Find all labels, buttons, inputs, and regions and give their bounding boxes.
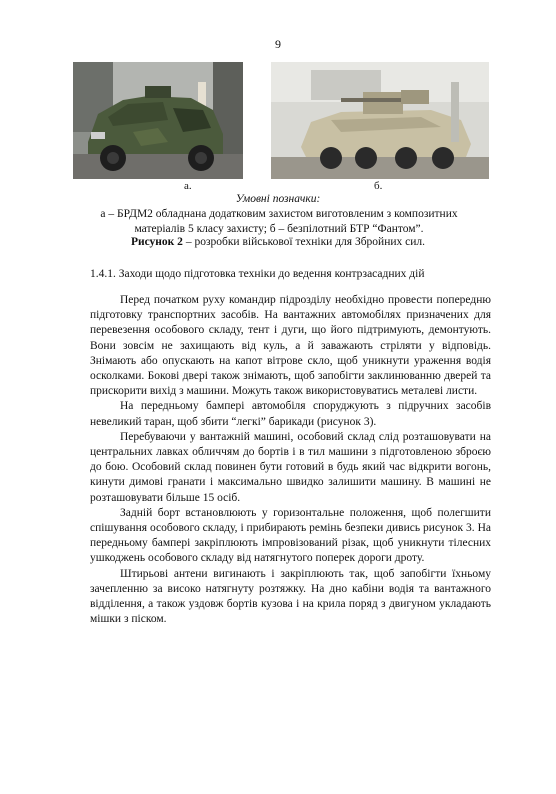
paragraph: На передньому бампері автомобіля споруджують з підручних засобів невеликий таран, щоб збити “легкі” барикади (рисунок 3).	[90, 400, 491, 428]
figure-label-a: а.	[184, 180, 192, 192]
figure-caption-number: Рисунок 2	[130, 236, 183, 248]
section-heading: 1.4.1. Заходи щодо підготовка техніки до ведення контрзасадних дій	[90, 268, 425, 280]
body-text	[90, 293, 491, 627]
figure-caption-text: – розробки військової техніки для Збройних сил.	[182, 236, 426, 248]
legend-text: а – БРДМ2 обладнана додатковим захистом виготовленим з композитних матеріалів 5 класу захисту; б – безпілотний БТР “Фантом”.	[100, 208, 458, 235]
legend-title: Умовні позначки:	[235, 193, 321, 205]
paragraph: Задній борт встановлюють у горизонтальне положення, щоб полегшити спішування особового складу, і прибирають ремінь безпеки дивись рисунок 3. На передньому бампері закріплюють імпровізований різак, щоб уникнути тілесних ушкоджень особового складу від натягнутого поперек дороги дроту.	[90, 506, 491, 565]
figure-label-b: б.	[374, 180, 383, 192]
figure-caption	[60, 236, 496, 248]
page-number: 9	[275, 37, 281, 51]
paragraph: Перед початком руху командир підрозділу необхідно провести попередню підготовку транспортних засобів. На вантажних автомобілях призначених для перевезення особового складу, тент і дуги, що його підтримують, демонтують. Вони зовсім не захищають від куль, а й заважають стріляти у відповідь. Знімають або опускають на капот вітрове скло, щоб уникнути ураження водія осколками. Бокові двері також знімають, щоб запобігти заклинюванню дверей та прискорити вихід з машини. Можуть також використовуватись металеві листи.	[90, 294, 491, 398]
photo-brdm2-vehicle	[73, 62, 243, 179]
photo-phantom-apc	[271, 62, 489, 179]
paragraph: Штирьові антени вигинають і закріплюють так, щоб запобігти їхньому зачепленню за високо натягнуту розтяжку. На дно кабіни водія та вантажного відділення, а також уздовж бортів кузова і на крила поряд з двигуном укладають мішки з піском.	[90, 567, 491, 626]
paragraph: Перебуваючи у вантажній машині, особовий склад слід розташовувати на центральних лавках обличчям до бортів і в тил машини з підготовленою зброєю до бою. Особовий склад повинен бути готовий в будь який час відкрити вогонь, кинути димові гранати і максимально швидко залишити машину. В машині не розташовувати більше 15 осіб.	[90, 430, 491, 504]
